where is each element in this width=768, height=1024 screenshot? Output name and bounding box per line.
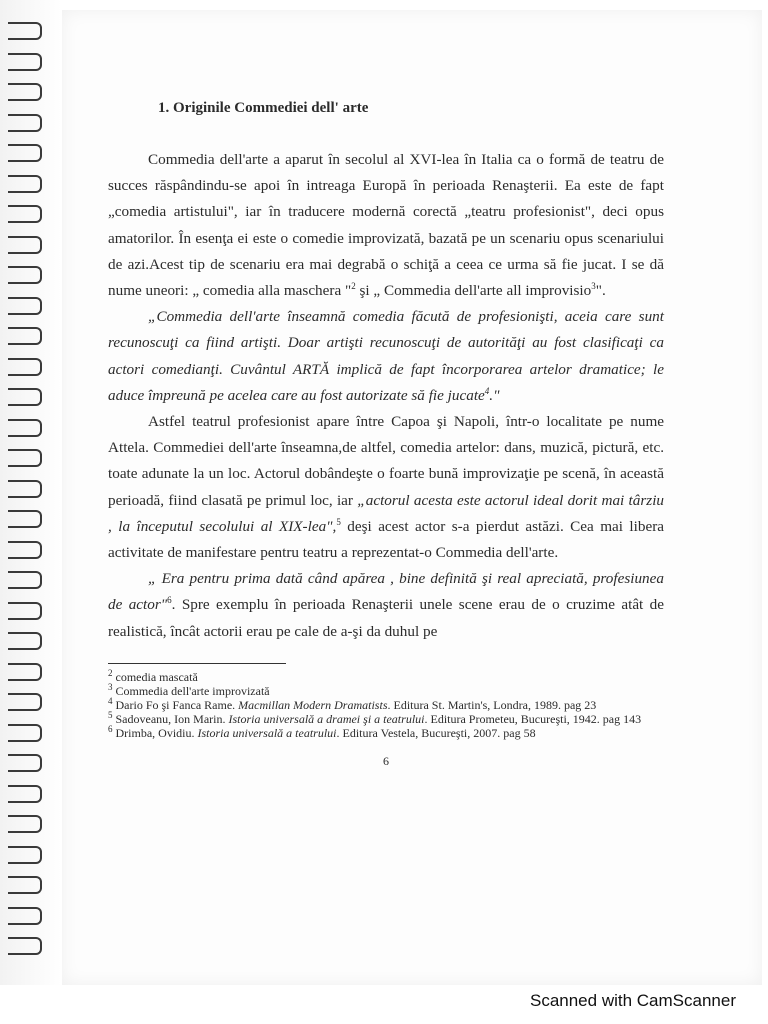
- paragraph-2-quote: [108, 304, 664, 409]
- binding-ring: [8, 876, 42, 894]
- scanner-watermark: [0, 985, 768, 1024]
- binding-ring: [8, 266, 42, 284]
- footnote-ref-3: 3: [591, 280, 596, 291]
- binding-ring: [8, 419, 42, 437]
- footnote-ref-4: 4: [484, 385, 490, 396]
- footnote-publisher: . Editura Prometeu, Bucureşti, 1942. pag 143: [424, 711, 642, 726]
- footnote-number: 3: [108, 681, 113, 692]
- p1-end: ".: [595, 282, 606, 300]
- binding-ring: [8, 236, 42, 254]
- page-number: 6: [383, 753, 389, 768]
- paragraph-4: [108, 566, 664, 645]
- binding-ring: [8, 754, 42, 772]
- footnote-title: Macmillan Modern Dramatists: [238, 697, 388, 712]
- binding-ring: [8, 358, 42, 376]
- footnote-number: 6: [108, 723, 113, 734]
- section-heading: 1. Originile Commediei dell' arte: [158, 100, 369, 116]
- p4-quote: „ Era pentru prima dată când apărea , bine definită şi real apreciată, profesiunea de actor": [108, 570, 664, 614]
- page-content: [108, 100, 664, 769]
- footnote-4: [108, 695, 664, 712]
- footnote-text: comedia mascată: [115, 669, 198, 684]
- footnote-number: 5: [108, 709, 113, 720]
- footnote-title: Istoria universală a teatrului: [197, 725, 337, 740]
- binding-ring: [8, 53, 42, 71]
- footnote-publisher: . Editura Vestela, Bucureşti, 2007. pag 58: [336, 725, 536, 740]
- paragraph-1: [108, 147, 664, 304]
- binding-ring: [8, 510, 42, 528]
- footnote-ref-5: 5: [336, 516, 341, 527]
- footnote-ref-6: 6: [167, 595, 172, 606]
- binding-ring: [8, 693, 42, 711]
- binding-ring: [8, 480, 42, 498]
- binding-ring: [8, 144, 42, 162]
- footnote-number: 4: [108, 695, 113, 706]
- binding-ring: [8, 449, 42, 467]
- binding-ring: [8, 907, 42, 925]
- watermark-text: Scanned with CamScanner: [529, 991, 736, 1010]
- footnote-number: 2: [108, 667, 113, 678]
- footnote-separator: [108, 663, 286, 664]
- binding-ring: [8, 114, 42, 132]
- footnote-author: Sadoveanu, Ion Marin.: [115, 711, 229, 726]
- binding-ring: [8, 724, 42, 742]
- binding-ring: [8, 602, 42, 620]
- footnote-ref-2: 2: [351, 280, 356, 291]
- p1-text: Commedia dell'arte a aparut în secolul al XVI-lea în Italia ca o formă de teatru de succes răspândindu-se apoi în intreaga Europă în perioada Renaşterii. Ea este de fapt „comedia artistului", iar în traducere modernă corectă „teatru profesionist", deci opus amatorilor. În esenţa ei este o comedie improvizată, bazată pe un scenariu opus scenariului de azi.Acest tip de scenariu era mai degrabă o schiţă a ceea ce urma să fie jucat. I se dă nume uneori: „ comedia alla maschera ": [108, 151, 664, 300]
- p4-text: . Spre exemplu în perioada Renaşterii unele scene erau de o cruzime atât de realistică, încât actorii erau pe cale de a-şi da duhul pe: [108, 596, 664, 640]
- binding-ring: [8, 388, 42, 406]
- footnote-6: [108, 723, 664, 740]
- binding-ring: [8, 22, 42, 40]
- binding-ring: [8, 83, 42, 101]
- p3-text-b: deşi acest actor s-a pierdut astăzi. Cea mai libera activitate de manifestare pentru teatru a reprezentat-o Commedia dell'arte.: [108, 517, 665, 562]
- p3-text-a: Astfel teatrul profesionist apare între Capoa şi Napoli, într-o localitate pe nume Attela. Commediei dell'arte înseamna,de altfel, comedia artelor: dans, muzică, pictură, etc. toate adunate la un loc. Actorul dobândeşte o foarte bună improvizaţie pe scenă, în această perioadă, fiind clasată pe primul loc, iar: [108, 413, 664, 509]
- binding-ring: [8, 785, 42, 803]
- spiral-binding: [0, 0, 62, 985]
- footnote-title: Istoria universală a dramei şi a teatrului: [228, 711, 425, 726]
- binding-ring: [8, 205, 42, 223]
- footnote-author: Dario Fo şi Fanca Rame.: [115, 697, 239, 712]
- binding-ring: [8, 297, 42, 315]
- binding-ring: [8, 632, 42, 650]
- footnote-publisher: . Editura St. Martin's, Londra, 1989. pag 23: [387, 697, 597, 712]
- binding-ring: [8, 663, 42, 681]
- footnote-author: Drimba, Ovidiu.: [115, 725, 198, 740]
- footnote-5: [108, 709, 664, 726]
- p2-end: .": [489, 386, 500, 404]
- binding-ring: [8, 846, 42, 864]
- footnote-2: [108, 667, 664, 684]
- footnote-text: Commedia dell'arte improvizată: [115, 683, 270, 698]
- binding-ring: [8, 541, 42, 559]
- paragraph-3: [108, 409, 664, 566]
- binding-ring: [8, 175, 42, 193]
- binding-ring: [8, 327, 42, 345]
- p2-text: „Commedia dell'arte înseamnă comedia făcută de profesionişti, aceia care sunt recunoscuţi ca fiind artişti. Doar artişti recunoscuţi de autorităţi au fost clasificaţi ca actori comedianţi. Cuvântul ARTĂ implică de fapt încorporarea artelor dramatice; le aduce împreună pe acelea care au fost autorizate să fie jucate: [108, 308, 664, 404]
- binding-ring: [8, 815, 42, 833]
- binding-ring: [8, 571, 42, 589]
- p1-mid: şi „ Commedia dell'arte all improvisio: [355, 282, 592, 300]
- binding-ring: [8, 937, 42, 955]
- footnote-3: [108, 681, 664, 698]
- p3-quote: „actorul acesta este actorul ideal dorit mai târziu , la începutul secolului al XIX-lea",: [108, 491, 665, 535]
